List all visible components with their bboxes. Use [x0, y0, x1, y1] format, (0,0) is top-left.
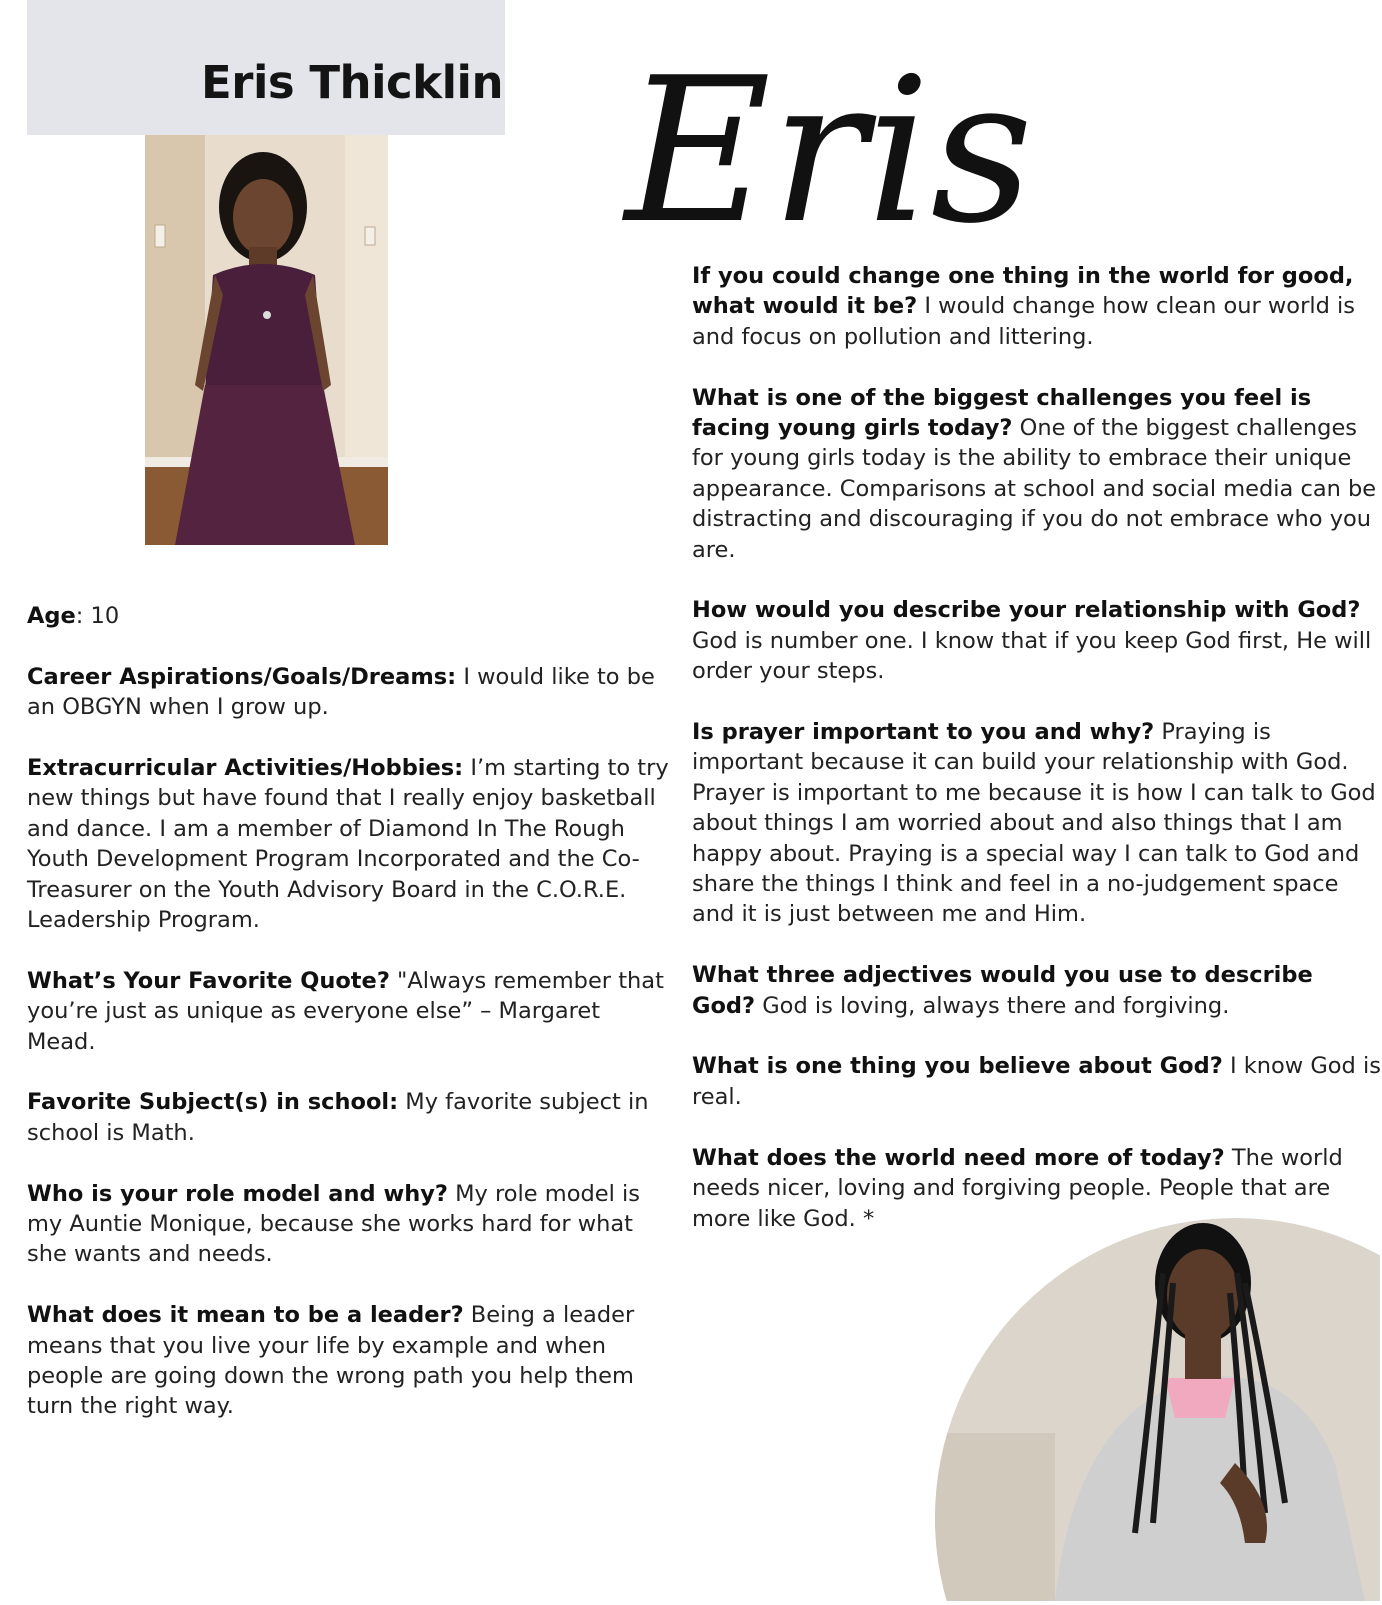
qa-answer: I would like to be an OBGYN when I grow up.	[27, 663, 655, 721]
portrait-photo-dress	[145, 135, 388, 545]
right-column	[692, 261, 1382, 1264]
qa-label: What does it mean to be a leader?	[27, 1302, 464, 1329]
qa-answer: Being a leader means that you live your life by example and when people are going down the wrong path you help them turn the right way.	[27, 1302, 635, 1420]
qa-item	[27, 753, 672, 935]
qa-answer: "Always remember that you’re just as unique as everyone else” – Margaret Mead.	[27, 967, 664, 1055]
left-column	[27, 601, 672, 1452]
qa-item	[27, 966, 672, 1057]
qa-label: Is prayer important to you and why?	[692, 719, 1155, 746]
qa-answer: I’m starting to try new things but have found that I really enjoy basketball and dance. I am a member of Diamond In The Rough Youth Development Program Incorporated and the Co-Treasurer on the Youth Advisory Board in the C.O.R.E. Leadership Program.	[27, 755, 669, 934]
qa-answer: God is number one. I know that if you keep God first, He will order your steps.	[692, 627, 1372, 685]
page-title: Eris Thicklin	[201, 56, 503, 109]
qa-item	[27, 1300, 672, 1422]
portrait-dress-illustration	[145, 135, 388, 545]
qa-answer: My role model is my Auntie Monique, because she works hard for what she wants and needs.	[27, 1180, 640, 1268]
qa-label: What does the world need more of today?	[692, 1144, 1225, 1171]
qa-label: If you could change one thing in the world for good, what would it be?	[692, 263, 1354, 320]
qa-label: What is one thing you believe about God?	[692, 1053, 1223, 1080]
qa-answer: My favorite subject in school is Math.	[27, 1089, 649, 1146]
qa-label: Extracurricular Activities/Hobbies:	[27, 755, 464, 781]
qa-label: What is one of the biggest challenges you feel is facing young girls today?	[692, 384, 1312, 442]
qa-item	[27, 601, 672, 631]
qa-answer: I know God is real.	[692, 1053, 1381, 1110]
qa-answer: 10	[90, 603, 120, 629]
portrait-photo-braids	[935, 1203, 1380, 1601]
qa-item	[27, 1179, 672, 1270]
qa-item	[692, 383, 1382, 565]
qa-item	[692, 261, 1382, 352]
script-lettering	[620, 0, 1034, 268]
qa-item	[692, 717, 1382, 930]
qa-item	[27, 662, 672, 723]
qa-item	[692, 1051, 1382, 1112]
qa-separator	[390, 968, 397, 994]
qa-label: What three adjectives would you use to describe God?	[692, 962, 1313, 1019]
qa-answer: God is loving, always there and forgiving.	[762, 992, 1230, 1019]
qa-separator	[1223, 1053, 1230, 1079]
qa-label: How would you describe your relationship with God?	[692, 597, 1361, 624]
qa-answer: One of the biggest challenges for young girls today is the ability to embrace their unique appearance. Comparisons at school and social media can be distracting and discouraging if you do not embrace who you are.	[692, 415, 1377, 563]
qa-answer: I would change how clean our world is and focus on pollution and littering.	[692, 293, 1355, 350]
qa-item	[692, 595, 1382, 686]
qa-separator: :	[75, 603, 91, 629]
qa-separator	[1012, 415, 1019, 441]
qa-item	[27, 1087, 672, 1148]
qa-separator	[1225, 1145, 1232, 1171]
script-name-text: Eris	[625, 35, 1034, 268]
name-banner	[27, 0, 505, 135]
script-name-heading	[620, 0, 1034, 268]
portrait-braids-illustration	[935, 1203, 1380, 1601]
qa-label: Who is your role model and why?	[27, 1180, 448, 1207]
qa-label: Age	[27, 603, 76, 629]
qa-label: What’s Your Favorite Quote?	[27, 967, 390, 994]
qa-item	[692, 960, 1382, 1021]
qa-answer: Praying is important because it can build your relationship with God. Prayer is important to me because it is how I can talk to God about things I am worried about and also things that I am happy about. Praying is a special way I can talk to God and share the things I think and feel in a no-judgement space and it is just between me and Him.	[692, 719, 1376, 928]
qa-label: Favorite Subject(s) in school:	[27, 1089, 399, 1116]
qa-label: Career Aspirations/Goals/Dreams:	[27, 663, 457, 690]
qa-separator	[464, 1302, 471, 1328]
qa-answer: The world needs nicer, loving and forgiving people. People that are more like God. *	[692, 1144, 1343, 1232]
